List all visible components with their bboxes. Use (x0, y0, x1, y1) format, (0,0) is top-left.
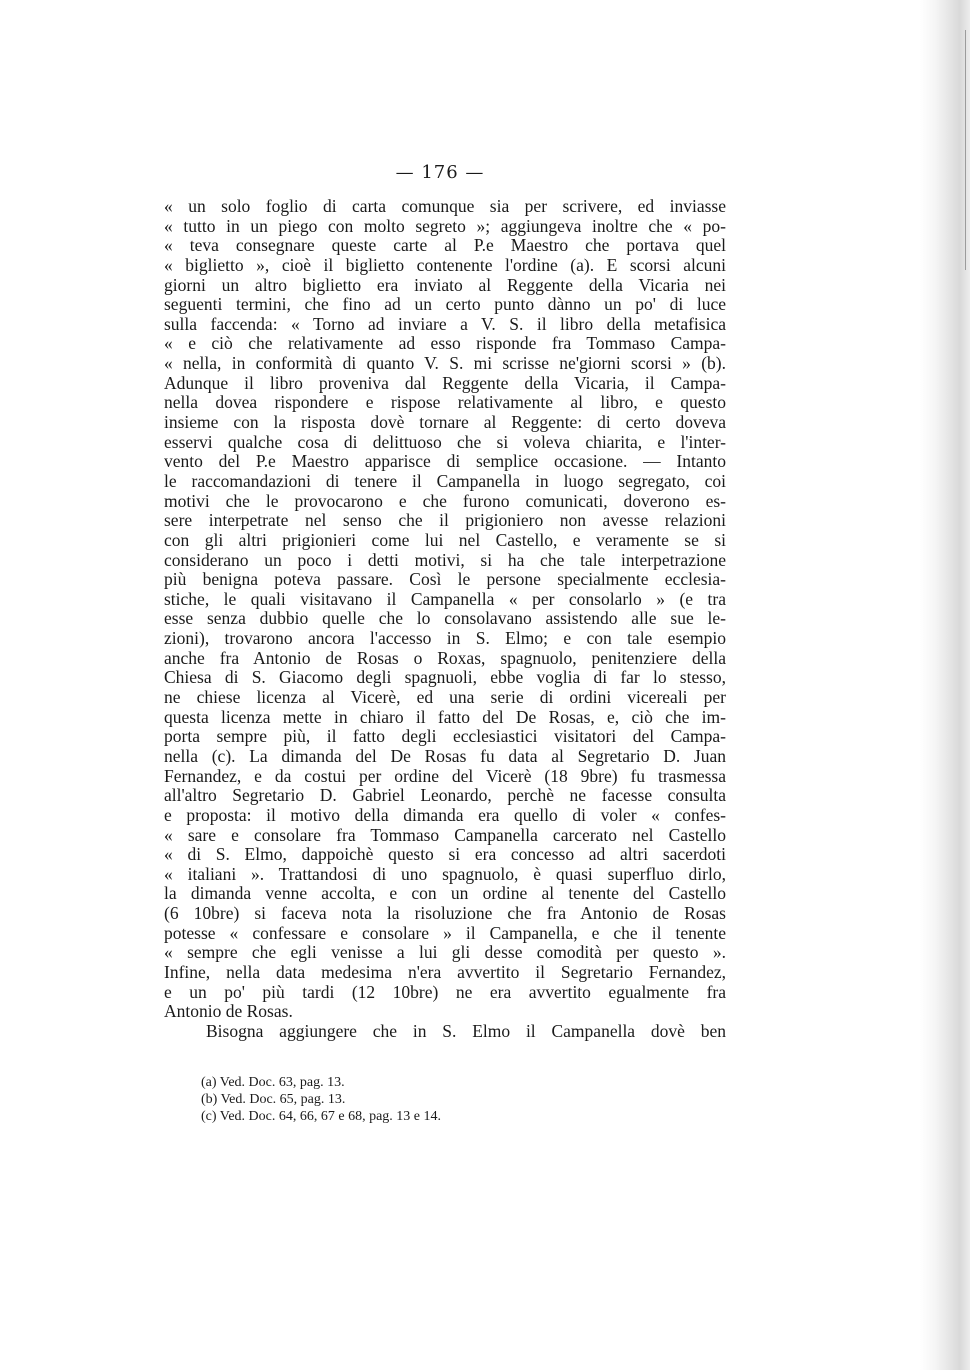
text-line: questa licenza mette in chiaro il fatto del De Rosas, e, ciò che im- (164, 706, 726, 727)
text-line: giorni un altro biglietto era inviato al Reggente della Vicaria nei (164, 274, 726, 295)
text-line: anche fra Antonio de Rosas o Roxas, spagnuolo, penitenziere della (164, 647, 726, 668)
text-line: « nella, in conformità di quanto V. S. mi scrisse ne'giorni scorsi » (b). (164, 353, 726, 374)
text-line: (6 10bre) si faceva nota la risoluzione che fra Antonio de Rosas (164, 903, 726, 924)
text-line: sulla faccenda: « Torno ad inviare a V. S. il libro della metafisica (164, 313, 726, 334)
text-line: nella (c). La dimanda del De Rosas fu data al Segretario D. Juan (164, 745, 726, 766)
text-line: Fernandez, e da costui per ordine del Vicerè (18 9bre) fu trasmessa (164, 765, 726, 786)
text-line: Bisogna aggiungere che in S. Elmo il Campanella dovè ben (206, 1020, 726, 1041)
text-line: « di S. Elmo, dappoichè questo si era concesso ad altri sacerdoti (164, 844, 726, 865)
text-line: Adunque il libro proveniva dal Reggente della Vicaria, il Campa- (164, 372, 726, 393)
body-text (164, 197, 726, 1042)
text-line: « tutto in un piego con molto segreto »; aggiungeva inoltre che « po- (164, 215, 726, 236)
text-line: Antonio de Rosas. (164, 1001, 293, 1022)
text-line: esservi qualche cosa di delittuoso che si voleva chiarita, e l'inter- (164, 431, 726, 452)
text-line: seguenti termini, che fino ad un certo punto dànno un po' di luce (164, 294, 726, 315)
text-line: all'altro Segretario D. Gabriel Leonardo, perchè ne facesse consulta (164, 785, 726, 806)
text-line: « teva consegnare queste carte al P.e Maestro che portava quel (164, 235, 726, 256)
text-line: nella dovea rispondere e rispose relativamente al libro, e questo (164, 392, 726, 413)
text-line: porta sempre più, il fatto degli ecclesiastici visitatori del Campa- (164, 726, 726, 747)
text-line: le raccomandazioni di tenere il Campanella in luogo segregato, coi (164, 470, 726, 491)
text-line: « sempre che egli venisse a lui gli desse comodità per questo ». (164, 942, 726, 963)
text-line: zioni), trovarono ancora l'accesso in S. Elmo; e con tale esempio (164, 628, 726, 649)
text-line: e proposta: il motivo della dimanda era quello di voler « confes- (164, 804, 726, 825)
text-line: « sare e consolare fra Tommaso Campanella carcerato nel Castello (164, 824, 726, 845)
text-line: la dimanda venne accolta, e con un ordine al tenente del Castello (164, 883, 726, 904)
text-line: stiche, le quali visitavano il Campanella « per consolarlo » (e tra (164, 588, 726, 609)
text-line: esse senza dubbio quelle che lo consolavano assistendo alle sue le- (164, 608, 726, 629)
page-edge-shadow (920, 0, 970, 1370)
text-line: motivi che le provocarono e che furono comunicati, doverono es- (164, 490, 726, 511)
text-line: e un po' più tardi (12 10bre) ne era avvertito egualmente fra (164, 981, 726, 1002)
text-line: « e ciò che relativamente ad esso risponde fra Tommaso Campa- (164, 333, 726, 354)
text-line: « biglietto », cioè il biglietto contenente l'ordine (a). E scorsi alcuni (164, 254, 726, 275)
text-line: potesse « confessare e consolare » il Campanella, e che il tenente (164, 922, 726, 943)
text-line: Infine, nella data medesima n'era avvertito il Segretario Fernandez, (164, 961, 726, 982)
text-line: « un solo foglio di carta comunque sia per scrivere, ed inviasse (164, 196, 726, 216)
footnote: (b) Ved. Doc. 65, pag. 13. (201, 1092, 346, 1107)
footnote: (c) Ved. Doc. 64, 66, 67 e 68, pag. 13 e 14. (201, 1109, 442, 1124)
text-line: insieme con la risposta dovè tornare al Reggente: di certo doveva (164, 412, 726, 433)
text-line: con gli altri prigionieri come lui nel Castello, e veramente se si (164, 529, 726, 550)
page-edge-line (965, 30, 966, 270)
footnote: (a) Ved. Doc. 63, pag. 13. (201, 1075, 345, 1090)
footnotes (201, 1074, 601, 1125)
text-line: più benigna poteva passare. Così le persone specialmente ecclesia- (164, 569, 726, 590)
text-line: ne chiese licenza al Vicerè, ed una serie di ordini vicereali per (164, 687, 726, 708)
text-line: vento del P.e Maestro apparisce di semplice occasione. — Intanto (164, 451, 726, 472)
text-line: sere interpetrate nel senso che il prigioniero non avesse relazioni (164, 510, 726, 531)
text-line: considerano un poco i detti motivi, si ha che tale interpetrazione (164, 549, 726, 570)
text-line: Chiesa di S. Giacomo degli spagnuoli, ebbe voglia di far lo stesso, (164, 667, 726, 688)
text-line: « italiani ». Trattandosi di uno spagnuolo, è quasi superfluo dirlo, (164, 863, 726, 884)
page-number: — 176 — (395, 162, 485, 183)
